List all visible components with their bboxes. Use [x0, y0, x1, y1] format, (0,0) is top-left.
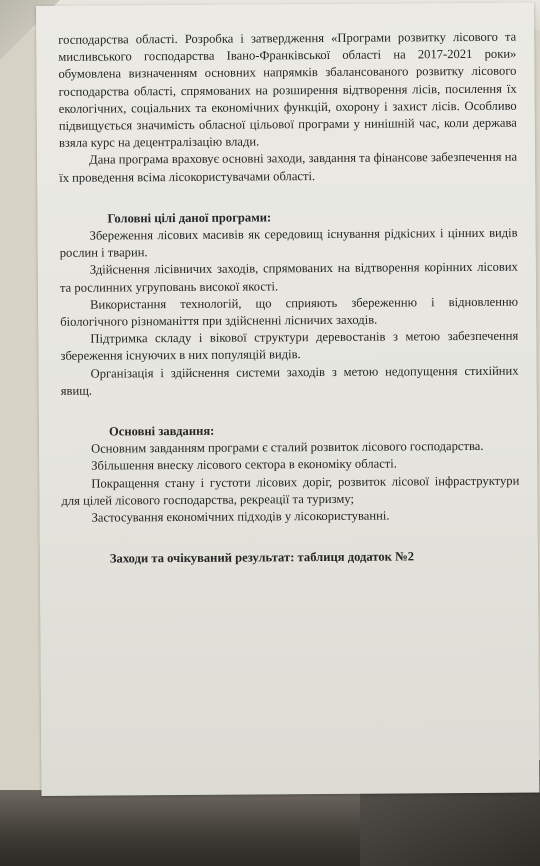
results-line: Заходи та очікуваний результат: таблиця додаток №2 [109, 549, 415, 566]
spacer [62, 524, 520, 551]
goal-item: Організація і здійснення системи заходів з метою недопущення стихійних явищ. [60, 363, 519, 398]
document-page [36, 3, 540, 796]
goal-item: Підтримка складу і вікової структури деревостанів з метою забезпечення збереження існуючих в них популяцій видів. [60, 328, 519, 364]
intro-paragraph: господарства області. Розробка і затвердження «Програми розвитку лісового та мисливського господарства Івано-Франківської області на 2017-2021 роки» обумовлена визначенням основних напрямків збалансованого розвитку лісового господарства області, спрямованих на розширення відтворення лісів, посилення їх екологічних, соціальних та економічних функцій, охорону і захист лісів. Особливо підвищується значимість обласної цільової програми у нинішній час, коли держава взяла курс на децентралізацію влади. [58, 29, 517, 151]
spacer [61, 397, 519, 424]
task-item: Застосування економічних підходів у лісокористуванні. [91, 508, 390, 525]
goal-item: Здійснення лісівничих заходів, спрямованих на відтворення корінних лісових та рослинних угруповань високої якості. [59, 260, 518, 295]
task-item: Збільшення внеску лісового сектора в економіку області. [91, 456, 397, 474]
tasks-heading: Основні завдання: [108, 423, 215, 439]
goals-heading: Головні цілі даної програми: [107, 210, 272, 226]
spacer [59, 183, 517, 210]
task-item: Основним завданням програми є сталий розвиток лісового господарства. [91, 439, 484, 456]
task-item: Покращення стану і густоти лісових доріг, розвиток лісової інфраструктури для цілей лісового господарства, рекреації та туризму; [61, 473, 520, 508]
intro-paragraph: Дана програма враховує основні заходи, завдання та фінансове забезпечення на їх проведення всіма лісокористувачами області. [59, 150, 518, 185]
document-body [58, 29, 520, 569]
goal-item: Збереження лісових масивів як середовищ існування рідкісних і цінних видів рослин і тварин. [59, 225, 518, 261]
goal-item: Використання технологій, що сприяють збереженню і відновленню біологічного різноманіття при здійсненні лісничих заходів. [60, 294, 519, 329]
